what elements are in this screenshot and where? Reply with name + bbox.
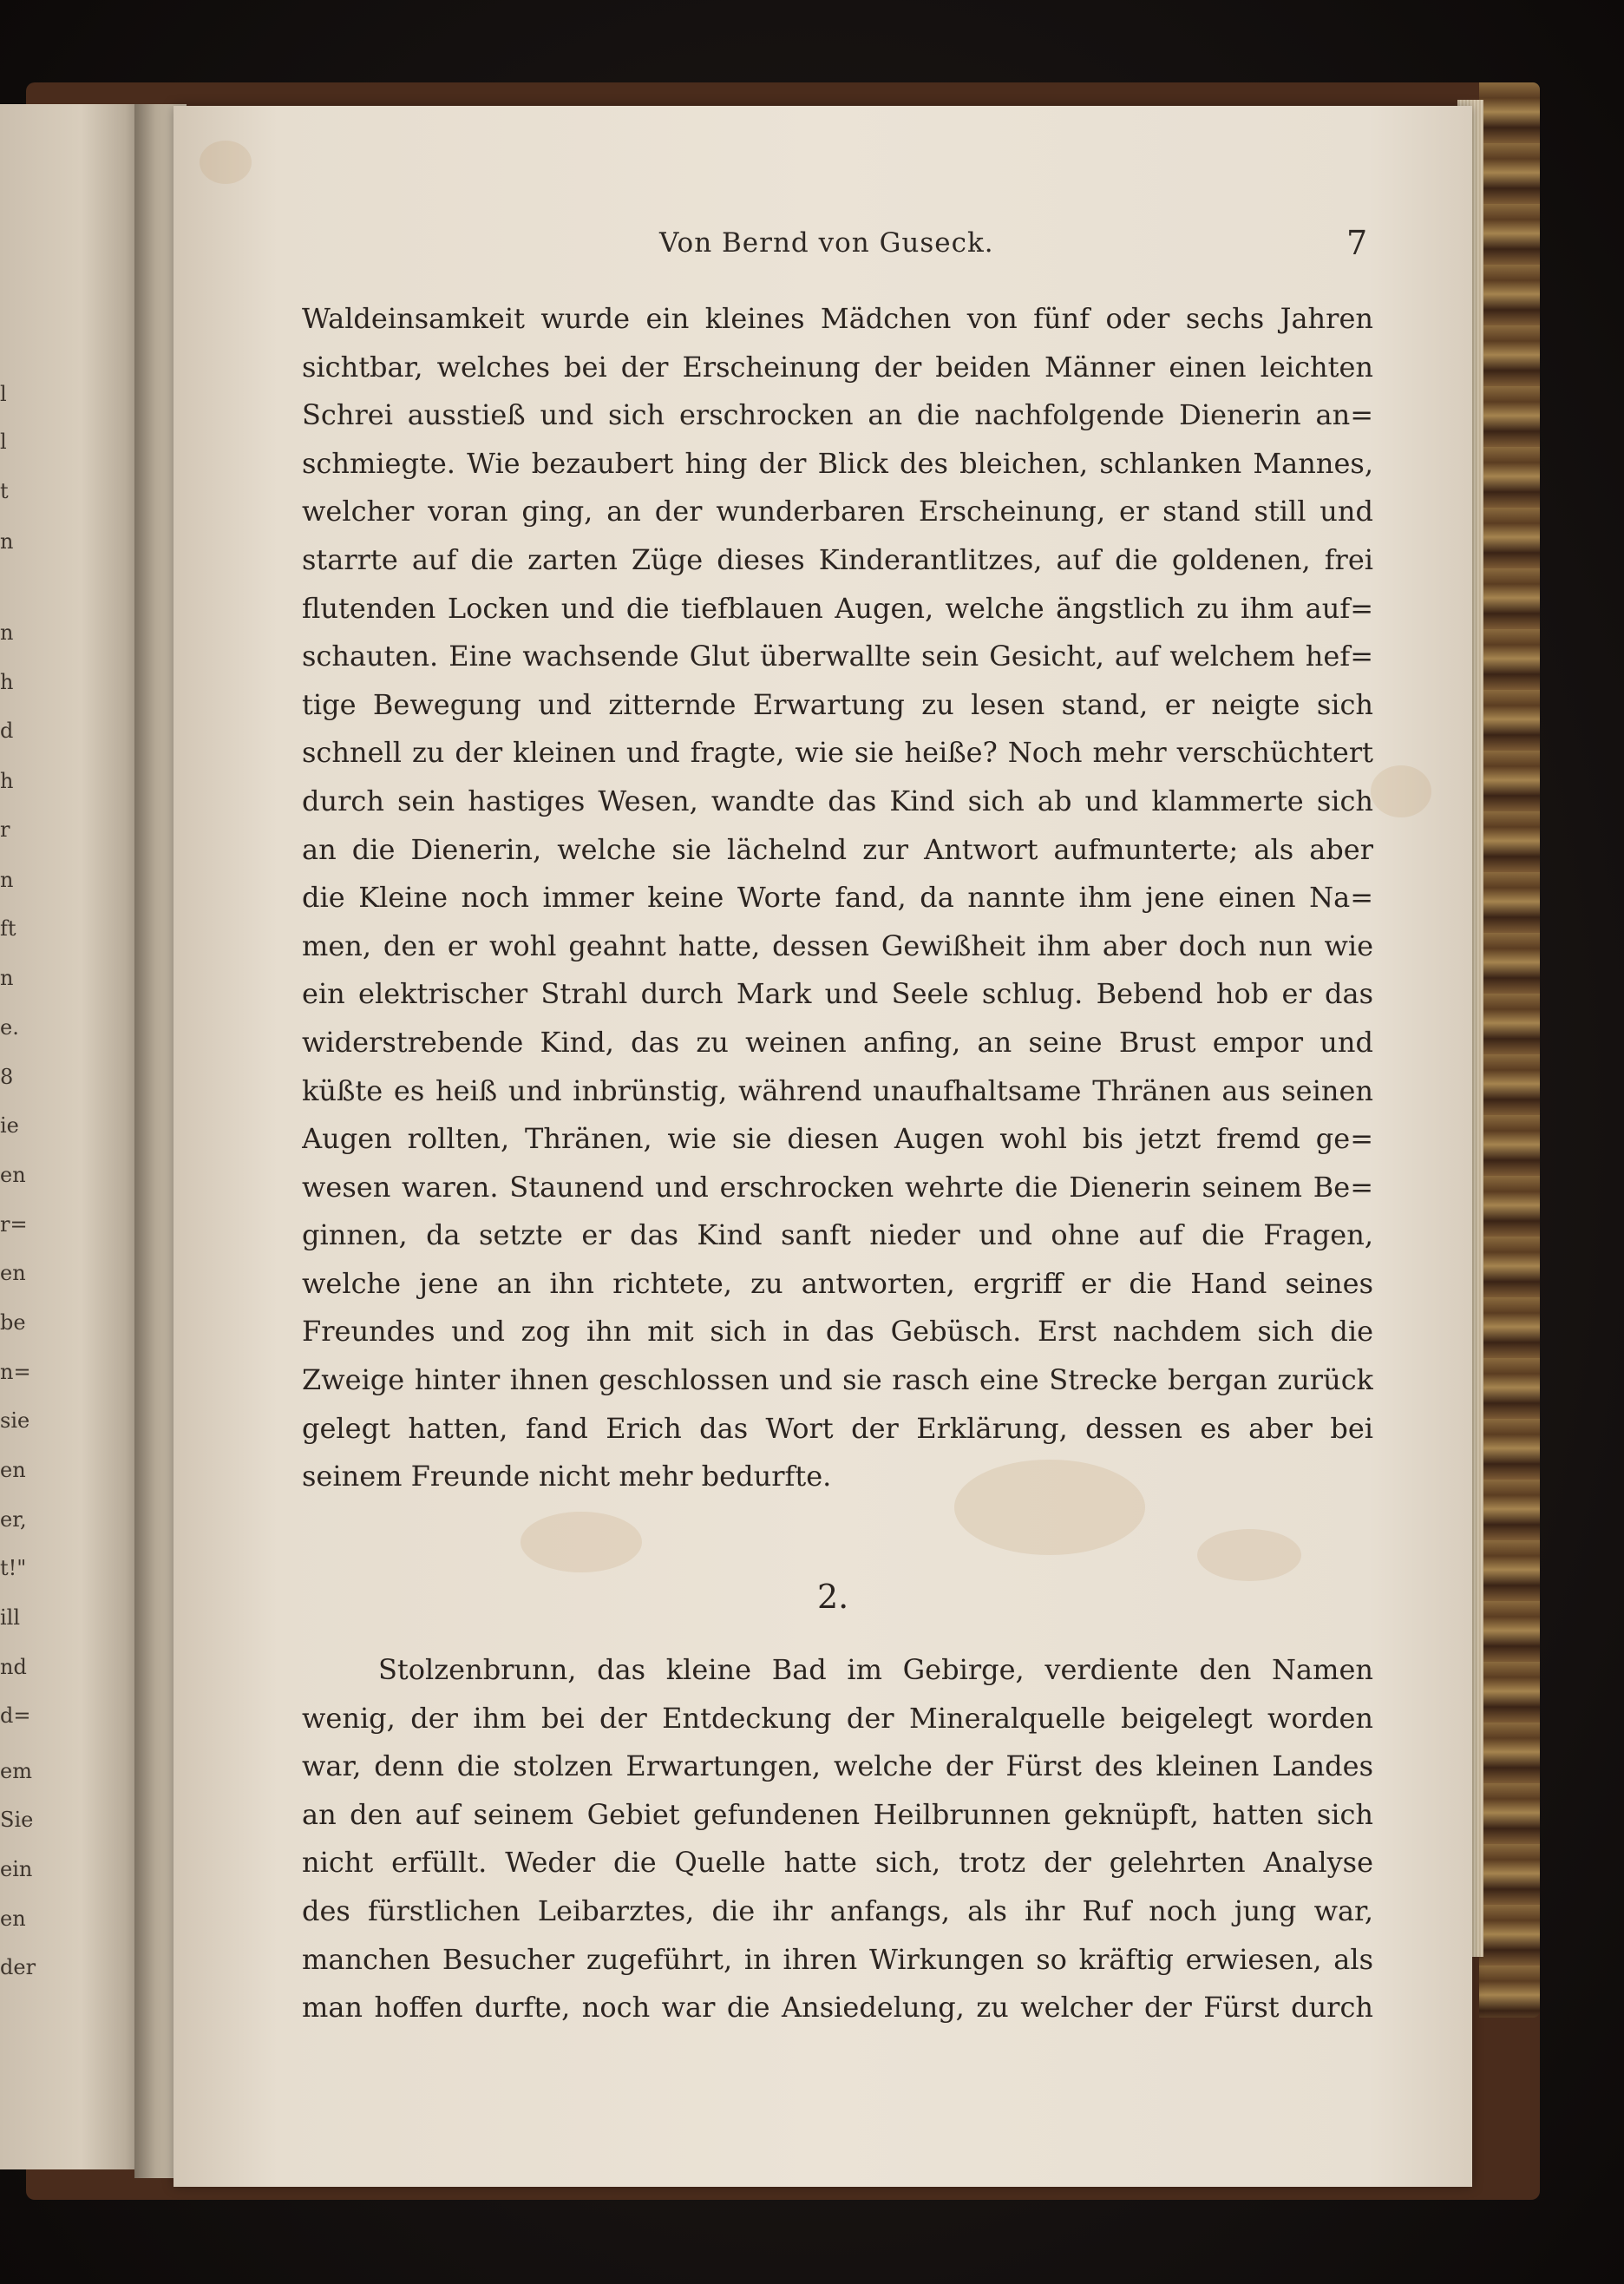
text-line: flutenden Locken und die tiefblauen Augen, welche ängstlich zu ihm auf= [302, 591, 1373, 625]
left-page-fragment: d [0, 719, 14, 743]
left-page-fragment: t!" [0, 1556, 27, 1580]
text-line: Waldeinsamkeit wurde ein kleines Mädchen von fünf oder sechs Jahren [302, 302, 1373, 335]
left-page-fragment: n= [0, 1360, 31, 1384]
paragraph-1 [302, 295, 1373, 1501]
left-page-fragment: r= [0, 1212, 28, 1237]
text-line: gelegt hatten, fand Erich das Wort der Erklärung, dessen es aber bei [302, 1411, 1373, 1445]
left-page-fragment: l [0, 382, 7, 406]
text-line: schnell zu der kleinen und fragte, wie sie heiße? Noch mehr verschüchtert [302, 736, 1373, 770]
text-line: starrte auf die zarten Züge dieses Kinderantlitzes, auf die goldenen, frei [302, 542, 1373, 576]
text-line: Stolzenbrunn, das kleine Bad im Gebirge, verdiente den Namen [378, 1653, 1373, 1686]
left-page-fragment: ie [0, 1113, 19, 1138]
page-stain [521, 1512, 642, 1572]
text-line: wenig, der ihm bei der Entdeckung der Mineralquelle beigelegt worden [302, 1701, 1373, 1735]
section-number: 2. [817, 1578, 849, 1616]
book-cover-edge [1479, 82, 1540, 2018]
left-page-fragment: h [0, 769, 14, 793]
left-page-fragment: n [0, 529, 14, 554]
text-line: widerstrebende Kind, das zu weinen anfing, an seine Brust empor und [302, 1025, 1373, 1059]
left-page-fragment: em [0, 1759, 32, 1783]
text-line: welche jene an ihn richtete, zu antworten, ergriff er die Hand seines [302, 1266, 1373, 1300]
text-line: man hoffen durfte, noch war die Ansiedelung, zu welcher der Fürst durch [302, 1991, 1373, 2025]
text-line: manchen Besucher zugeführt, in ihren Wirkungen so kräftig erwiesen, als [302, 1942, 1373, 1976]
left-page-fragment: 8 [0, 1065, 14, 1089]
page-stain [200, 141, 252, 184]
text-line: die Kleine noch immer keine Worte fand, da nannte ihm jene einen Na= [302, 881, 1373, 915]
text-line: des fürstlichen Leibarztes, die ihr anfangs, als ihr Ruf noch jung war, [302, 1893, 1373, 1927]
left-page-fragment: n [0, 620, 14, 645]
left-page-fragment: der [0, 1955, 36, 1979]
text-line: Zweige hinter ihnen geschlossen und sie rasch eine Strecke bergan zurück [302, 1363, 1373, 1397]
left-page-fragment: n [0, 868, 14, 892]
text-line: an die Dienerin, welche sie lächelnd zur Antwort aufmunterte; als aber [302, 832, 1373, 866]
left-page-fragment: en [0, 1458, 26, 1482]
text-line: men, den er wohl geahnt hatte, dessen Gewißheit ihm aber doch nun wie [302, 929, 1373, 962]
left-page-fragment: n [0, 966, 14, 990]
left-page-fragment: en [0, 1907, 26, 1931]
left-page-fragment: er, [0, 1507, 27, 1532]
text-line: schmiegte. Wie bezaubert hing der Blick des bleichen, schlanken Mannes, [302, 446, 1373, 480]
left-page-fragment: Sie [0, 1808, 34, 1832]
page-number: 7 [1346, 224, 1368, 262]
left-page-fragment: ein [0, 1857, 33, 1881]
page-stain [1197, 1529, 1301, 1581]
text-line: Augen rollten, Thränen, wie sie diesen Augen wohl bis jetzt fremd ge= [302, 1122, 1373, 1156]
text-line: küßte es heiß und inbrünstig, während unaufhaltsame Thränen aus seinen [302, 1073, 1373, 1107]
left-page-fragment: d= [0, 1703, 31, 1728]
text-line: Schrei ausstieß und sich erschrocken an die nachfolgende Dienerin an= [302, 398, 1373, 432]
left-page-fragment: sie [0, 1408, 30, 1433]
page-stain [1371, 765, 1431, 817]
text-line: Freundes und zog ihn mit sich in das Gebüsch. Erst nachdem sich die [302, 1315, 1373, 1349]
text-line: ein elektrischer Strahl durch Mark und Seele schlug. Bebend hob er das [302, 977, 1373, 1011]
text-line: war, denn die stolzen Erwartungen, welche der Fürst des kleinen Landes [302, 1749, 1373, 1783]
left-page-fragment: en [0, 1163, 26, 1187]
text-line: durch sein hastiges Wesen, wandte das Kind sich ab und klammerte sich [302, 784, 1373, 817]
text-line: schauten. Eine wachsende Glut überwallte sein Gesicht, auf welchem hef= [302, 640, 1373, 673]
left-page-fragment: ft [0, 916, 16, 941]
running-head: Von Bernd von Guseck. [659, 227, 994, 259]
text-line: ginnen, da setzte er das Kind sanft nieder und ohne auf die Fragen, [302, 1218, 1373, 1252]
text-line: an den auf seinem Gebiet gefundenen Heilbrunnen geknüpft, hatten sich [302, 1797, 1373, 1831]
text-line: nicht erfüllt. Weder die Quelle hatte sich, trotz der gelehrten Analyse [302, 1846, 1373, 1880]
text-line: wesen waren. Staunend und erschrocken wehrte die Dienerin seinem Be= [302, 1170, 1373, 1204]
paragraph-2 [302, 1646, 1373, 2032]
text-line: tige Bewegung und zitternde Erwartung zu lesen stand, er neigte sich [302, 687, 1373, 721]
left-page-fragment: be [0, 1310, 26, 1335]
text-line: sichtbar, welches bei der Erscheinung der beiden Männer einen leichten [302, 350, 1373, 384]
text-line: seinem Freunde nicht mehr bedurfte. [302, 1460, 832, 1493]
left-page-fragment: h [0, 670, 14, 694]
left-page-fragment: en [0, 1261, 26, 1285]
left-page-fragment: t [0, 479, 9, 503]
left-page-fragment: r [0, 817, 10, 842]
left-page [0, 104, 147, 2169]
left-page-fragment: ill [0, 1605, 21, 1630]
text-line: welcher voran ging, an der wunderbaren Erscheinung, er stand still und [302, 495, 1373, 528]
left-page-fragment: l [0, 430, 7, 454]
left-page-fragment: nd [0, 1655, 27, 1679]
left-page-fragment: e. [0, 1015, 19, 1040]
